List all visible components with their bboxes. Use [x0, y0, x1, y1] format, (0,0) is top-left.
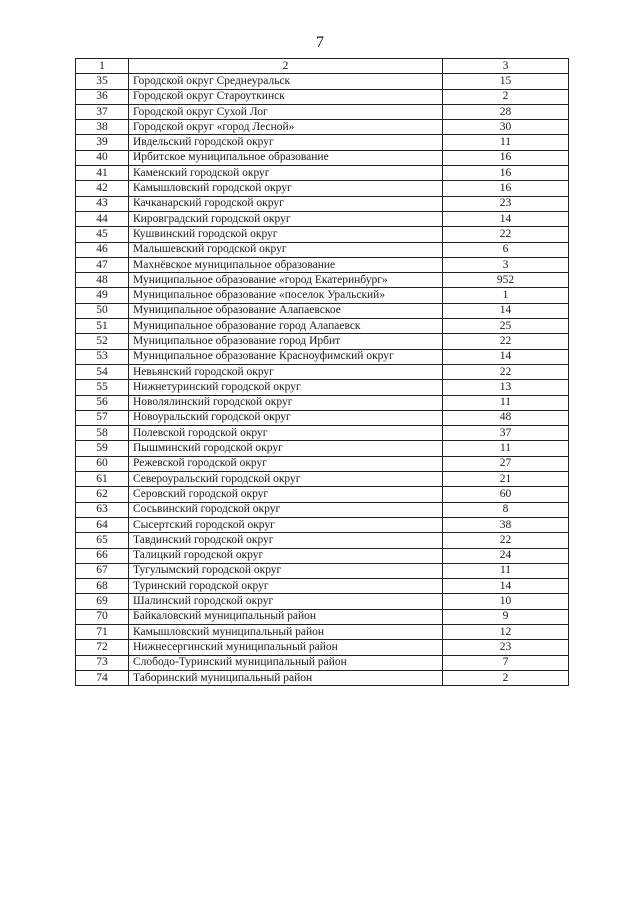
row-value: 6: [443, 242, 569, 257]
table-header-row: [76, 59, 569, 74]
municipality-name: Нижнетуринский городской округ: [129, 380, 443, 395]
municipality-name: Слободо-Туринский муниципальный район: [129, 655, 443, 670]
header-col-3: 3: [443, 59, 569, 74]
municipality-name: Ирбитское муниципальное образование: [129, 150, 443, 165]
table-row: [76, 548, 569, 563]
row-value: 8: [443, 502, 569, 517]
table-row: [76, 609, 569, 624]
row-value: 23: [443, 196, 569, 211]
row-value: 60: [443, 487, 569, 502]
municipality-name: Кушвинский городской округ: [129, 227, 443, 242]
row-value: 16: [443, 166, 569, 181]
table-row: [76, 410, 569, 425]
table-row: [76, 456, 569, 471]
row-value: 14: [443, 211, 569, 226]
row-value: 16: [443, 150, 569, 165]
row-value: 11: [443, 563, 569, 578]
municipality-name: Туринский городской округ: [129, 579, 443, 594]
municipality-name: Муниципальное образование «поселок Уральский»: [129, 288, 443, 303]
row-value: 7: [443, 655, 569, 670]
municipality-name: Байкаловский муниципальный район: [129, 609, 443, 624]
row-value: 30: [443, 120, 569, 135]
row-number: 57: [76, 410, 129, 425]
table-row: [76, 640, 569, 655]
table-row: [76, 181, 569, 196]
row-number: 53: [76, 349, 129, 364]
row-number: 64: [76, 517, 129, 532]
row-number: 71: [76, 624, 129, 639]
municipality-name: Малышевский городской округ: [129, 242, 443, 257]
table-row: [76, 670, 569, 685]
table-row: [76, 334, 569, 349]
row-number: 50: [76, 303, 129, 318]
table-row: [76, 104, 569, 119]
row-value: 38: [443, 517, 569, 532]
municipality-name: Муниципальное образование «город Екатеринбург»: [129, 273, 443, 288]
table-row: [76, 426, 569, 441]
row-value: 24: [443, 548, 569, 563]
municipality-name: Серовский городской округ: [129, 487, 443, 502]
municipality-name: Невьянский городской округ: [129, 364, 443, 379]
municipality-name: Муниципальное образование город Алапаевск: [129, 319, 443, 334]
row-value: 16: [443, 181, 569, 196]
row-value: 14: [443, 579, 569, 594]
table-row: [76, 380, 569, 395]
municipality-name: Тавдинский городской округ: [129, 533, 443, 548]
row-number: 73: [76, 655, 129, 670]
row-number: 46: [76, 242, 129, 257]
municipality-name: Городской округ Сухой Лог: [129, 104, 443, 119]
municipality-name: Муниципальное образование город Ирбит: [129, 334, 443, 349]
row-value: 12: [443, 624, 569, 639]
table-row: [76, 472, 569, 487]
table-row: [76, 120, 569, 135]
table-row: [76, 655, 569, 670]
row-number: 69: [76, 594, 129, 609]
row-number: 39: [76, 135, 129, 150]
row-value: 13: [443, 380, 569, 395]
row-number: 66: [76, 548, 129, 563]
municipality-name: Камышловский муниципальный район: [129, 624, 443, 639]
row-number: 67: [76, 563, 129, 578]
row-value: 27: [443, 456, 569, 471]
row-number: 51: [76, 319, 129, 334]
table-row: [76, 502, 569, 517]
row-number: 65: [76, 533, 129, 548]
municipality-name: Городской округ «город Лесной»: [129, 120, 443, 135]
row-value: 28: [443, 104, 569, 119]
table-row: [76, 319, 569, 334]
row-value: 11: [443, 135, 569, 150]
table-row: [76, 624, 569, 639]
header-col-2: 2: [129, 59, 443, 74]
row-number: 58: [76, 426, 129, 441]
municipality-name: Североуральский городской округ: [129, 472, 443, 487]
table-row: [76, 166, 569, 181]
row-number: 55: [76, 380, 129, 395]
municipality-name: Махнёвское муниципальное образование: [129, 257, 443, 272]
municipality-name: Новолялинский городской округ: [129, 395, 443, 410]
row-value: 10: [443, 594, 569, 609]
row-number: 59: [76, 441, 129, 456]
row-value: 25: [443, 319, 569, 334]
municipality-name: Сысертский городской округ: [129, 517, 443, 532]
row-number: 54: [76, 364, 129, 379]
table-row: [76, 594, 569, 609]
row-number: 42: [76, 181, 129, 196]
row-value: 14: [443, 303, 569, 318]
row-number: 43: [76, 196, 129, 211]
municipality-name: Кировградский городской округ: [129, 211, 443, 226]
municipality-name: Городской округ Староуткинск: [129, 89, 443, 104]
municipality-name: Пышминский городской округ: [129, 441, 443, 456]
row-value: 48: [443, 410, 569, 425]
table-row: [76, 288, 569, 303]
row-value: 23: [443, 640, 569, 655]
table-row: [76, 227, 569, 242]
table-row: [76, 487, 569, 502]
municipality-name: Новоуральский городской округ: [129, 410, 443, 425]
row-number: 56: [76, 395, 129, 410]
municipality-name: Талицкий городской округ: [129, 548, 443, 563]
table-row: [76, 303, 569, 318]
table-row: [76, 135, 569, 150]
row-number: 52: [76, 334, 129, 349]
municipality-name: Ивдельский городской округ: [129, 135, 443, 150]
row-value: 22: [443, 364, 569, 379]
municipality-name: Городской округ Среднеуральск: [129, 74, 443, 89]
table-row: [76, 74, 569, 89]
municipality-name: Тугулымский городской округ: [129, 563, 443, 578]
row-value: 11: [443, 441, 569, 456]
row-value: 21: [443, 472, 569, 487]
row-number: 35: [76, 74, 129, 89]
municipality-name: Таборинский муниципальный район: [129, 670, 443, 685]
row-value: 22: [443, 227, 569, 242]
row-number: 49: [76, 288, 129, 303]
row-value: 2: [443, 670, 569, 685]
row-number: 40: [76, 150, 129, 165]
row-number: 61: [76, 472, 129, 487]
row-number: 38: [76, 120, 129, 135]
row-number: 45: [76, 227, 129, 242]
row-value: 37: [443, 426, 569, 441]
municipality-name: Камышловский городской округ: [129, 181, 443, 196]
row-value: 3: [443, 257, 569, 272]
row-number: 41: [76, 166, 129, 181]
municipality-name: Нижнесергинский муниципальный район: [129, 640, 443, 655]
row-value: 15: [443, 74, 569, 89]
row-value: 11: [443, 395, 569, 410]
row-number: 72: [76, 640, 129, 655]
table-row: [76, 364, 569, 379]
municipality-name: Муниципальное образование Красноуфимский округ: [129, 349, 443, 364]
table-row: [76, 211, 569, 226]
row-number: 63: [76, 502, 129, 517]
table-row: [76, 242, 569, 257]
page-number: 7: [316, 34, 324, 51]
table-row: [76, 579, 569, 594]
municipality-name: Сосьвинский городской округ: [129, 502, 443, 517]
table-row: [76, 196, 569, 211]
row-value: 22: [443, 533, 569, 548]
row-number: 74: [76, 670, 129, 685]
municipality-name: Качканарский городской округ: [129, 196, 443, 211]
table-row: [76, 89, 569, 104]
municipality-name: Полевской городской округ: [129, 426, 443, 441]
row-number: 68: [76, 579, 129, 594]
table-row: [76, 517, 569, 532]
table-row: [76, 533, 569, 548]
row-number: 62: [76, 487, 129, 502]
table-body: [76, 74, 569, 686]
table-row: [76, 441, 569, 456]
row-value: 952: [443, 273, 569, 288]
row-number: 36: [76, 89, 129, 104]
row-number: 47: [76, 257, 129, 272]
row-number: 48: [76, 273, 129, 288]
row-number: 60: [76, 456, 129, 471]
row-value: 22: [443, 334, 569, 349]
municipality-name: Муниципальное образование Алапаевское: [129, 303, 443, 318]
row-value: 9: [443, 609, 569, 624]
municipality-name: Режевской городской округ: [129, 456, 443, 471]
table-row: [76, 395, 569, 410]
row-value: 1: [443, 288, 569, 303]
table-row: [76, 563, 569, 578]
table-row: [76, 273, 569, 288]
row-value: 2: [443, 89, 569, 104]
row-number: 37: [76, 104, 129, 119]
table-row: [76, 257, 569, 272]
table-row: [76, 150, 569, 165]
header-col-1: 1: [76, 59, 129, 74]
municipality-name: Каменский городской округ: [129, 166, 443, 181]
table-row: [76, 349, 569, 364]
row-number: 44: [76, 211, 129, 226]
row-number: 70: [76, 609, 129, 624]
municipalities-table: [75, 58, 569, 686]
row-value: 14: [443, 349, 569, 364]
municipality-name: Шалинский городской округ: [129, 594, 443, 609]
